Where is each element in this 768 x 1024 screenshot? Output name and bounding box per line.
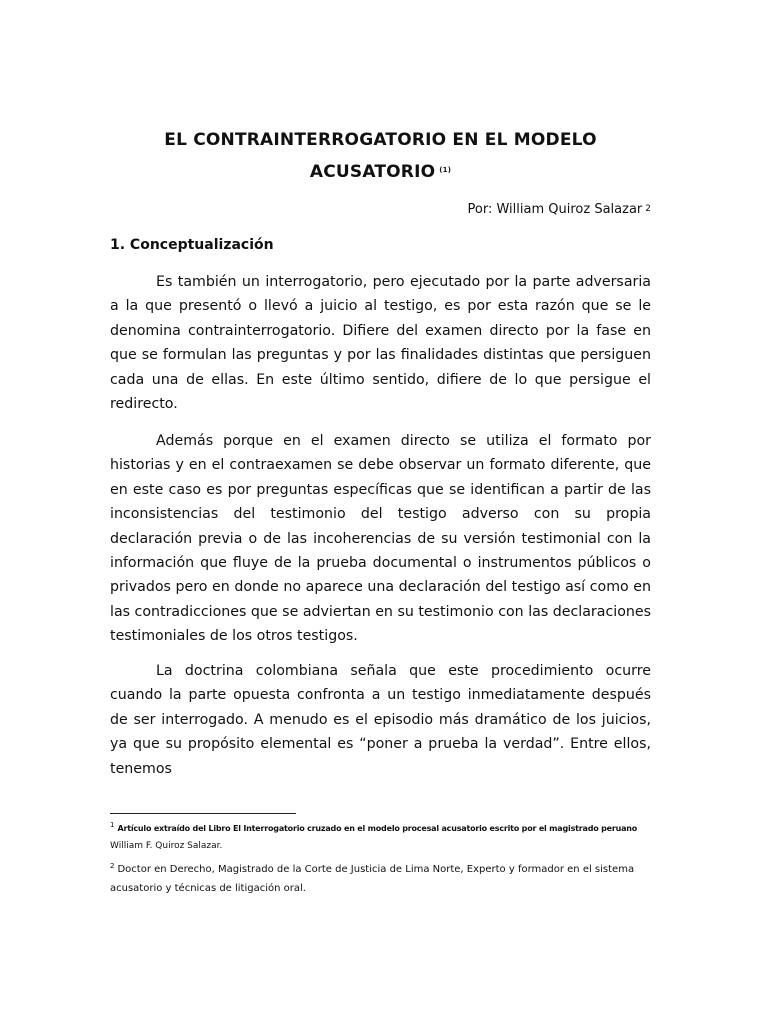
footnote-separator: [110, 813, 296, 814]
footnote-1-marker: 1: [110, 821, 115, 829]
footnote-2: [110, 860, 655, 898]
document-title-text: ACUSATORIO: [309, 162, 436, 182]
footnote-2-marker: 2: [110, 862, 115, 870]
section-heading: 1. Conceptualización: [110, 237, 274, 253]
footnote-2-text: Doctor en Derecho, Magistrado de la Corte de Justicia de Lima Norte, Experto y formador en el sistema acusatorio y técnicas de litigación oral.: [110, 864, 635, 894]
footnote-1: [110, 820, 655, 855]
author-footnote-ref[interactable]: 2: [645, 204, 651, 214]
title-footnote-ref[interactable]: (1): [439, 166, 452, 174]
body-paragraph-2: Además porque en el examen directo se utiliza el formato por historias y en el contraexamen se debe observar un formato diferente, que en este caso es por preguntas específicas que se identifican a partir de las inconsistencias del testimonio del testigo adverso con su propia declaración previa o de las incoherencias de su versión testimonial con la información que fluye de la prueba documental o instrumentos públicos o privados pero en donde no aparece una declaración del testigo así como en las contradicciones que se adviertan en su testimonio con las declaraciones testimoniales de los otros testigos.: [110, 433, 651, 645]
footnote-1-text: Artículo extraído del Libro El Interrogatorio cruzado en el modelo procesal acusatorio escrito por el magistrado peruano: [117, 824, 638, 833]
author-line: [468, 201, 651, 219]
footnote-1-author: William F. Quiroz Salazar.: [110, 841, 223, 851]
body-paragraph-3: La doctrina colombiana señala que este procedimiento ocurre cuando la parte opuesta confronta a un testigo inmediatamente después de ser interrogado. A menudo es el episodio más dramático de los juicios, ya que su propósito elemental es “poner a prueba la verdad”. Entre ellos, tenemos: [110, 663, 651, 777]
document-title-line-2: [110, 162, 651, 182]
document-title-line-1: EL CONTRAINTERROGATORIO EN EL MODELO: [164, 130, 597, 150]
author-name: Por: William Quiroz Salazar: [467, 202, 643, 217]
body-paragraph-1: Es también un interrogatorio, pero ejecutado por la parte adversaria a la que presentó o llevó a juicio al testigo, es por esta razón que se le denomina contrainterrogatorio. Difiere del examen directo por la fase en que se formulan las preguntas y por las finalidades distintas que persiguen cada una de ellas. En este último sentido, difiere de lo que persigue el redirecto.: [110, 274, 651, 413]
